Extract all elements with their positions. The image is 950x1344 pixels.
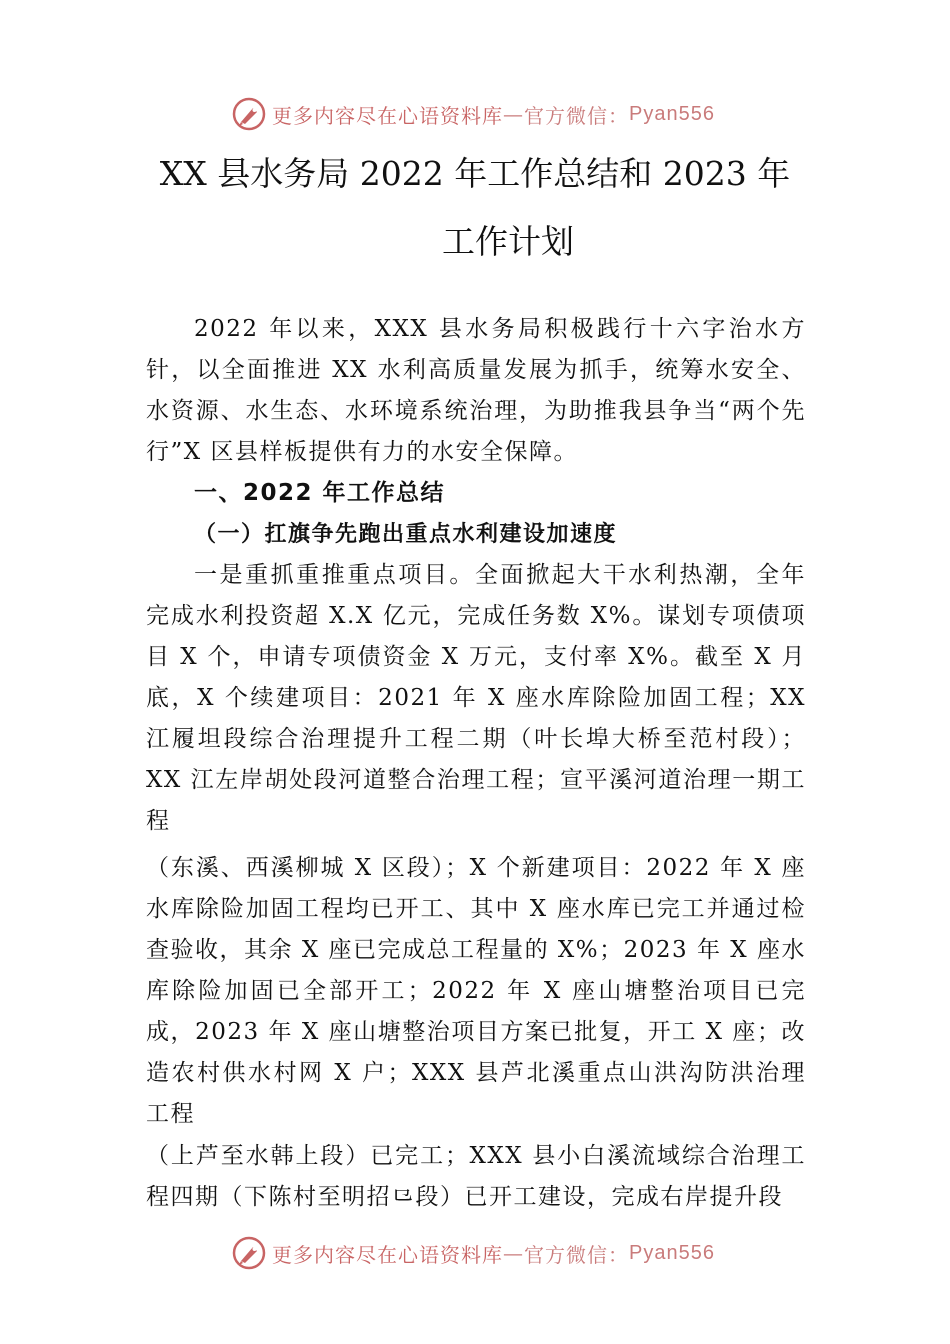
watermark-id: Pyan556 [629, 102, 715, 125]
body-paragraph-2: （东溪、西溪柳城 X 区段）；X 个新建项目：2022 年 X 座水库除险加固工程均已开工、其中 X 座水库已完工并通过检查验收，其余 X 座已完成总工程量的 X%；2023 年 X 座水库除险加固已全部开工；2022 年 X 座山塘整治项目已完成，2023 年 X 座山塘整治项目方案已批复，开工 X 座；改造农村供水村网 X 户；XXX 县芦北溪重点山洪沟防洪治理工程 [146, 855, 806, 1127]
pen-nib-logo-icon [232, 1236, 266, 1270]
title-line-2: 工作计划 [442, 222, 574, 261]
pen-nib-logo-icon [232, 97, 266, 131]
body-section-3 [146, 1136, 806, 1218]
page-title [150, 140, 800, 276]
section-heading: 一、2022 年工作总结 [194, 480, 446, 506]
body-paragraph-1: 一是重抓重推重点项目。全面掀起大干水利热潮，全年完成水利投资超 X.X 亿元，完成任务数 X%。谋划专项债项目 X 个，申请专项债资金 X 万元，支付率 X%。截至 X 月底，X 个续建项目：2021 年 X 座水库除险加固工程；XX 江履坦段综合治理提升工程二期（叶长埠大桥至范村段）；XX 江左岸胡处段河道整合治理工程；宣平溪河道治理一期工程 [146, 562, 806, 834]
body-section-1 [146, 309, 806, 842]
watermark-brand: 更多内容尽在心语资料库 [272, 1242, 503, 1267]
watermark-id: Pyan556 [629, 1241, 715, 1264]
title-line-1: XX 县水务局 2022 年工作总结和 2023 年 [159, 154, 791, 193]
watermark-footer [232, 1236, 715, 1270]
intro-paragraph: 2022 年以来，XXX 县水务局积极践行十六字治水方针，以全面推进 XX 水利高质量发展为抓手，统筹水安全、水资源、水生态、水环境系统治理，为助推我县争当“两个先行”X 区县样板提供有力的水安全保障。 [146, 316, 806, 465]
body-paragraph-3: （上芦至水韩上段）已完工；XXX 县小白溪流域综合治理工程四期（下陈村至明招⺋段）已开工建设，完成右岸提升段 [146, 1143, 806, 1210]
watermark-label: 官方微信： [524, 1242, 629, 1267]
watermark-dash: — [503, 102, 524, 126]
watermark-brand: 更多内容尽在心语资料库 [272, 103, 503, 128]
subsection-heading: （一）扛旗争先跑出重点水利建设加速度 [194, 521, 618, 547]
body-section-2 [146, 848, 806, 1135]
watermark-header [232, 97, 715, 131]
watermark-dash: — [503, 1241, 524, 1265]
watermark-label: 官方微信： [524, 103, 629, 128]
